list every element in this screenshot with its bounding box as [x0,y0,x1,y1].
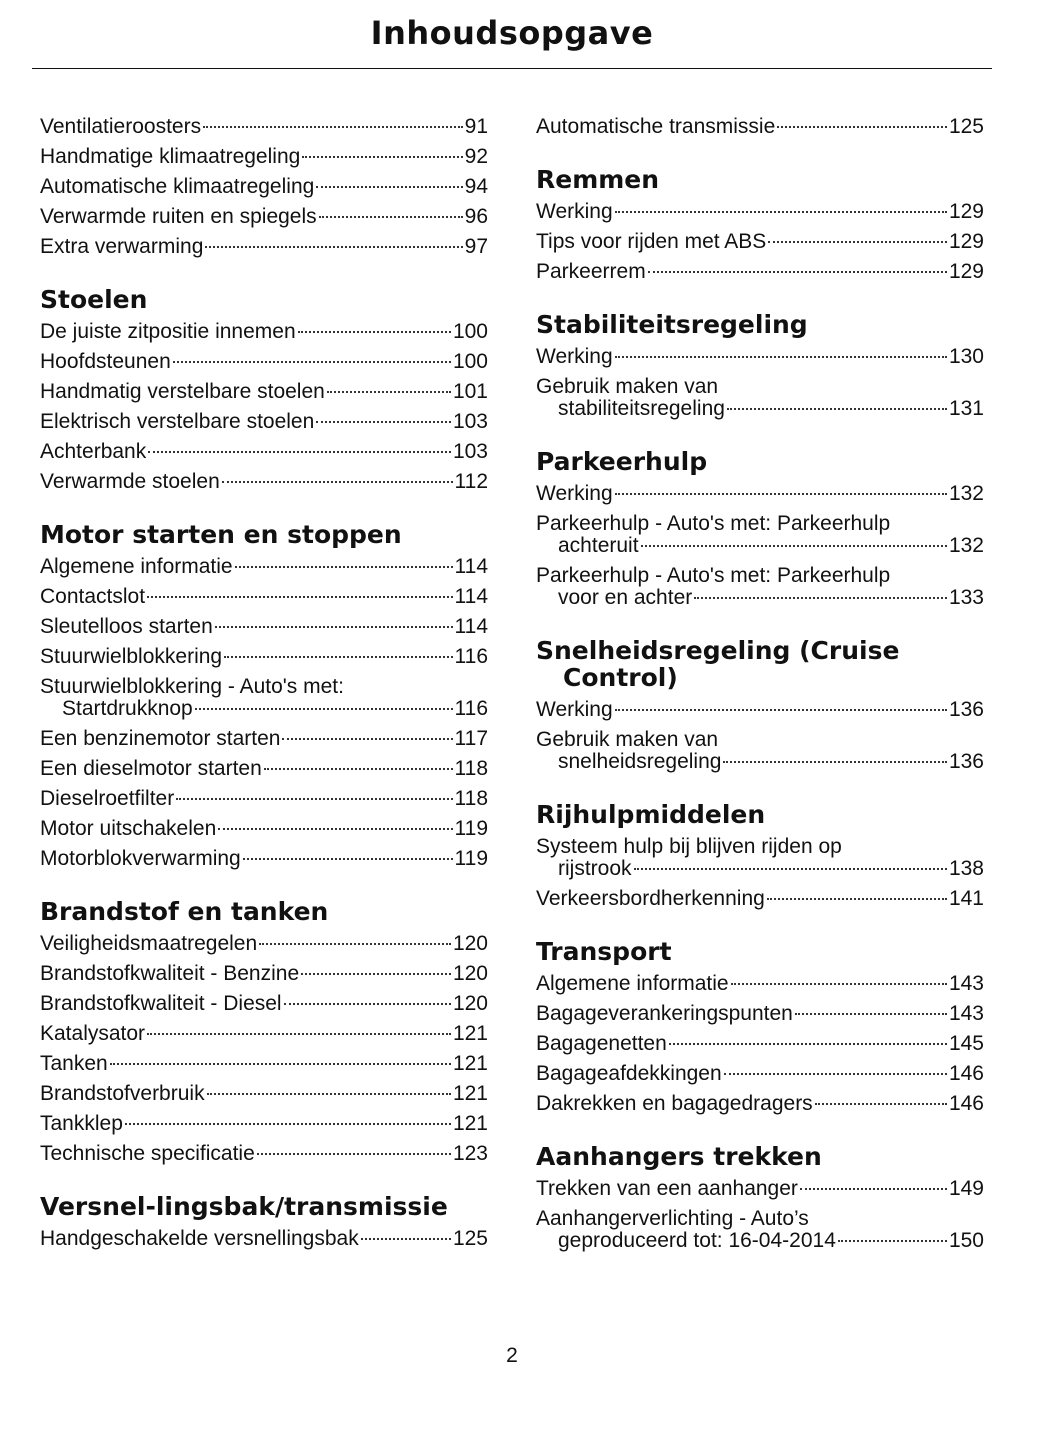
dot-leader [641,545,947,547]
dot-leader [648,271,947,273]
entry-page-number: 136 [948,750,984,773]
dot-leader [316,421,451,423]
dot-leader [147,1033,451,1035]
entry-label: Werking [536,345,613,368]
dot-leader [264,768,453,770]
toc-entry[interactable] [536,509,984,561]
dot-leader [634,868,947,870]
toc-section-motor-starten-en-stoppen [40,521,488,874]
entry-page-number: 141 [948,887,984,910]
entry-label: De juiste zitpositie innemen [40,320,296,343]
toc-section-snelheidsregeling-cruise-control [536,637,984,777]
toc-entry[interactable] [40,317,488,347]
dot-leader [298,331,451,333]
entry-label: Achterbank [40,440,147,463]
toc-section-parkeerhulp [536,448,984,613]
dot-leader [800,1188,947,1190]
entry-label-line1: Gebruik maken van [536,728,719,751]
entry-label: Katalysator [40,1022,146,1045]
toc-entry[interactable] [536,1204,984,1256]
toc-entry[interactable] [40,467,488,497]
toc-entry[interactable] [536,999,984,1029]
dot-leader [218,828,452,830]
toc-entry[interactable] [40,202,488,232]
entry-page-number: 121 [452,1082,488,1105]
entry-page-number: 118 [454,757,488,780]
entry-label: Verwarmde ruiten en spiegels [40,205,317,228]
entry-label: Algemene informatie [40,555,233,578]
toc-entry[interactable] [536,1029,984,1059]
entry-label-line1: Gebruik maken van [536,375,719,398]
entry-page-number: 114 [454,585,488,608]
entry-page-number: 149 [948,1177,984,1200]
toc-entry[interactable] [40,1224,488,1254]
entry-page-number: 132 [948,534,984,557]
toc-entry[interactable] [40,377,488,407]
toc-entry[interactable] [40,814,488,844]
entry-label: Een dieselmotor starten [40,757,262,780]
entry-label: Brandstofverbruik [40,1082,205,1105]
entry-label: Sleutelloos starten [40,615,213,638]
entry-label: Brandstofkwaliteit - Benzine [40,962,300,985]
section-heading: Rijhulpmiddelen [536,800,766,829]
dot-leader [282,738,452,740]
dot-leader [327,391,451,393]
entry-label: Tankklep [40,1112,123,1135]
entry-page-number: 120 [452,932,488,955]
toc-entry[interactable] [40,347,488,377]
entry-page-number: 101 [452,380,488,403]
toc-entry[interactable] [536,227,984,257]
dot-leader [777,126,947,128]
toc-entry[interactable] [536,561,984,613]
toc-left-column [40,112,488,1278]
toc-entry[interactable] [536,479,984,509]
dot-leader [795,1013,947,1015]
entry-page-number: 129 [948,230,984,253]
toc-entry[interactable] [536,197,984,227]
dot-leader [615,356,947,358]
section-heading: Stabiliteitsregeling [536,310,808,339]
entry-page-number: 121 [452,1022,488,1045]
entry-label: Een benzinemotor starten [40,727,281,750]
toc-entry[interactable] [40,112,488,142]
entry-page-number: 119 [454,817,488,840]
toc-entry[interactable] [40,552,488,582]
toc-entry[interactable] [40,1019,488,1049]
toc-entry[interactable] [40,754,488,784]
dot-leader [284,1003,451,1005]
entry-page-number: 129 [948,260,984,283]
dot-leader [195,708,453,710]
entry-page-number: 97 [464,235,488,258]
entry-page-number: 120 [452,962,488,985]
entry-label-line1: Systeem hulp bij blijven rijden op [536,835,842,858]
dot-leader [302,156,462,158]
entry-page-number: 103 [452,440,488,463]
entry-label: Motor uitschakelen [40,817,217,840]
toc-right-column [536,112,984,1280]
toc-entry[interactable] [40,724,488,754]
entry-label: snelheidsregeling [558,750,722,773]
page-number: 2 [506,1344,518,1367]
entry-label: Technische specificatie [40,1142,255,1165]
entry-page-number: 118 [454,787,488,810]
dot-leader [361,1238,451,1240]
toc-entry[interactable] [40,929,488,959]
toc-entry[interactable] [536,342,984,372]
toc-section-stoelen [40,286,488,497]
entry-label: Automatische transmissie [536,115,776,138]
dot-leader [731,983,947,985]
toc-entry[interactable] [536,1059,984,1089]
entry-label: Contactslot [40,585,146,608]
entry-page-number: 94 [464,175,488,198]
entry-page-number: 114 [454,555,488,578]
entry-page-number: 91 [464,115,488,138]
entry-page-number: 121 [452,1112,488,1135]
dot-leader [148,451,451,453]
toc-section-rijhulpmiddelen [536,801,984,914]
entry-page-number: 146 [948,1092,984,1115]
section-heading: Versnel-lingsbak/transmissie [40,1192,448,1221]
entry-label: Werking [536,200,613,223]
toc-section-stabiliteitsregeling [536,311,984,424]
entry-label: Verkeersbordherkenning [536,887,765,910]
dot-leader [815,1103,947,1105]
toc-entry[interactable] [536,832,984,884]
dot-leader [257,1153,451,1155]
toc-entry[interactable] [536,695,984,725]
entry-label: Dakrekken en bagagedragers [536,1092,813,1115]
toc-entry[interactable] [40,672,488,724]
entry-page-number: 129 [948,200,984,223]
toc-entry[interactable] [40,959,488,989]
entry-label-line1: Aanhangerverlichting - Auto’s [536,1207,809,1230]
entry-page-number: 120 [452,992,488,1015]
dot-leader [838,1240,947,1242]
toc-entry[interactable] [40,142,488,172]
toc-entry[interactable] [40,232,488,262]
toc-entry[interactable] [536,884,984,914]
toc-section-transport [536,938,984,1119]
entry-label-line1: Parkeerhulp - Auto's met: Parkeerhulp [536,564,891,587]
entry-page-number: 117 [454,727,488,750]
dot-leader [727,408,947,410]
dot-leader [235,566,453,568]
dot-leader [176,798,452,800]
toc-entry[interactable] [536,969,984,999]
dot-leader [147,596,452,598]
dot-leader [724,1073,947,1075]
entry-label: Werking [536,482,613,505]
dot-leader [224,656,452,658]
entry-page-number: 125 [948,115,984,138]
toc-entry[interactable] [40,989,488,1019]
entry-label: Parkeerrem [536,260,646,283]
entry-page-number: 92 [464,145,488,168]
entry-page-number: 116 [454,645,488,668]
entry-label: Automatische klimaatregeling [40,175,315,198]
toc-section-remmen [536,166,984,287]
entry-label: Bagageverankeringspunten [536,1002,793,1025]
entry-label: Dieselroetfilter [40,787,175,810]
dot-leader [723,761,947,763]
entry-label: Veiligheidsmaatregelen [40,932,258,955]
entry-label: Handmatig verstelbare stoelen [40,380,325,403]
dot-leader [615,493,947,495]
entry-page-number: 100 [452,320,488,343]
toc-entry[interactable] [40,642,488,672]
entry-label: Startdrukknop [62,697,193,720]
entry-label: achteruit [558,534,639,557]
toc-section-intro [536,112,984,142]
entry-label: Hoofdsteunen [40,350,171,373]
dot-leader [669,1043,947,1045]
entry-page-number: 130 [948,345,984,368]
entry-label: Tanken [40,1052,108,1075]
entry-label: Elektrisch verstelbare stoelen [40,410,315,433]
entry-label: Algemene informatie [536,972,729,995]
section-heading: Motor starten en stoppen [40,520,402,549]
entry-page-number: 132 [948,482,984,505]
section-heading: Snelheidsregeling (Cruise Control) [536,636,900,692]
entry-label: Extra verwarming [40,235,204,258]
entry-page-number: 146 [948,1062,984,1085]
dot-leader [301,973,451,975]
entry-label: Ventilatieroosters [40,115,202,138]
section-heading: Remmen [536,165,660,194]
entry-page-number: 131 [948,397,984,420]
entry-page-number: 123 [452,1142,488,1165]
section-heading: Parkeerhulp [536,447,708,476]
dot-leader [203,126,463,128]
entry-page-number: 145 [948,1032,984,1055]
toc-section-versnel-lingsbak-transmissie [40,1193,488,1254]
entry-label: voor en achter [558,586,693,609]
entry-label: rijstrook [558,857,632,880]
entry-page-number: 150 [948,1229,984,1252]
entry-page-number: 133 [948,586,984,609]
toc-entry[interactable] [40,1049,488,1079]
entry-label-line1: Parkeerhulp - Auto's met: Parkeerhulp [536,512,891,535]
toc-section-intro [40,112,488,262]
dot-leader [125,1123,451,1125]
entry-page-number: 143 [948,972,984,995]
entry-label: Trekken van een aanhanger [536,1177,798,1200]
entry-page-number: 116 [454,697,488,720]
dot-leader [215,626,453,628]
toc-entry[interactable] [536,257,984,287]
toc-entry[interactable] [40,172,488,202]
toc-entry[interactable] [40,1079,488,1109]
dot-leader [110,1063,451,1065]
toc-entry[interactable] [536,725,984,777]
entry-label: Brandstofkwaliteit - Diesel [40,992,282,1015]
entry-label: Werking [536,698,613,721]
toc-section-brandstof-en-tanken [40,898,488,1169]
section-heading: Transport [536,937,672,966]
section-heading: Stoelen [40,285,148,314]
entry-page-number: 119 [454,847,488,870]
entry-page-number: 125 [452,1227,488,1250]
dot-leader [767,898,947,900]
page-title: Inhoudsopgave [370,14,654,52]
entry-page-number: 103 [452,410,488,433]
dot-leader [222,481,453,483]
entry-page-number: 114 [454,615,488,638]
dot-leader [207,1093,451,1095]
entry-label: Tips voor rijden met ABS [536,230,767,253]
entry-label: Handgeschakelde versnellingsbak [40,1227,359,1250]
toc-entry[interactable] [536,372,984,424]
entry-page-number: 96 [464,205,488,228]
dot-leader [694,597,947,599]
section-heading: Brandstof en tanken [40,897,329,926]
dot-leader [243,858,453,860]
dot-leader [205,246,462,248]
toc-entry[interactable] [40,407,488,437]
entry-label: Bagageafdekkingen [536,1062,722,1085]
entry-label: Motorblokverwarming [40,847,241,870]
entry-page-number: 138 [948,857,984,880]
entry-label: Handmatige klimaatregeling [40,145,301,168]
entry-label: Verwarmde stoelen [40,470,220,493]
dot-leader [173,361,451,363]
toc-entry[interactable] [40,1139,488,1169]
dot-leader [259,943,451,945]
entry-page-number: 121 [452,1052,488,1075]
toc-entry[interactable] [40,612,488,642]
entry-page-number: 143 [948,1002,984,1025]
dot-leader [615,211,947,213]
dot-leader [316,186,462,188]
toc-entry[interactable] [536,1174,984,1204]
toc-entry[interactable] [536,112,984,142]
toc-entry[interactable] [536,1089,984,1119]
entry-page-number: 100 [452,350,488,373]
toc-entry[interactable] [40,582,488,612]
title-divider [32,68,992,69]
entry-label: Stuurwielblokkering [40,645,223,668]
entry-page-number: 112 [454,470,488,493]
entry-label: geproduceerd tot: 16-04-2014 [558,1229,836,1252]
dot-leader [319,216,463,218]
entry-label: Bagagenetten [536,1032,667,1055]
toc-entry[interactable] [40,784,488,814]
toc-section-aanhangers-trekken [536,1143,984,1256]
section-heading: Aanhangers trekken [536,1142,822,1171]
toc-entry[interactable] [40,437,488,467]
dot-leader [615,709,947,711]
toc-entry[interactable] [40,844,488,874]
entry-page-number: 136 [948,698,984,721]
entry-label-line1: Stuurwielblokkering - Auto's met: [40,675,344,698]
dot-leader [768,241,947,243]
entry-label: stabiliteitsregeling [558,397,725,420]
toc-entry[interactable] [40,1109,488,1139]
